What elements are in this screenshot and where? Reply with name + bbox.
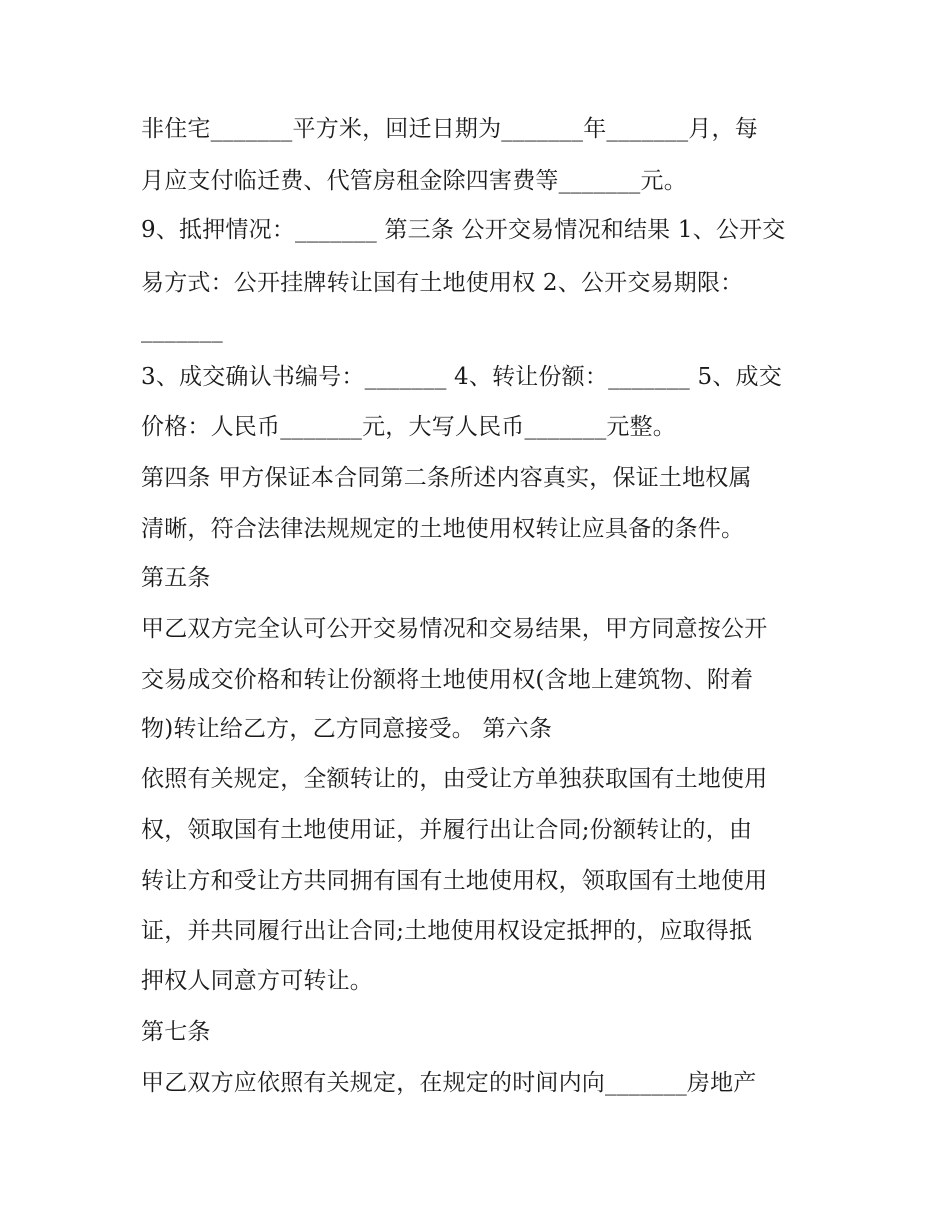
text-line: 清晰，符合法律法规规定的土地使用权转让应具备的条件。 — [141, 516, 745, 542]
text-line: 权，领取国有土地使用证，并履行出让合同;份额转让的，由 — [141, 817, 753, 843]
text-line: 物)转让给乙方，乙方同意接受。 第六条 — [141, 716, 553, 742]
text-line: 价格：人民币_______元，大写人民币_______元整。 — [141, 414, 676, 440]
text-line: 第四条 甲方保证本合同第二条所述内容真实，保证土地权属 — [141, 465, 752, 491]
text-line: 甲乙双方完全认可公开交易情况和交易结果，甲方同意按公开 — [141, 616, 768, 642]
text-line: 转让方和受让方共同拥有国有土地使用权，领取国有土地使用 — [141, 868, 768, 894]
text-line: 非住宅_______平方米，回迁日期为_______年_______月，每 — [141, 116, 758, 142]
text-line: 月应支付临迁费、代管房租金除四害费等_______元。 — [141, 168, 687, 194]
text-line: 交易成交价格和转让份额将土地使用权(含地上建筑物、附着 — [141, 667, 754, 693]
text-line: 证，并共同履行出让合同;土地使用权设定抵押的，应取得抵 — [141, 918, 753, 944]
text-line: 甲乙双方应依照有关规定，在规定的时间内向_______房地产 — [141, 1070, 757, 1096]
text-line: 3、成交确认书编号：_______ 4、转让份额：_______ 5、成交 — [141, 364, 782, 390]
text-line: 9、抵押情况：_______ 第三条 公开交易情况和结果 1、公开交 — [141, 217, 786, 243]
text-line: 易方式：公开挂牌转让国有土地使用权 2、公开交易期限： — [141, 270, 744, 296]
text-line: _______ — [141, 317, 223, 343]
section-heading: 第七条 — [141, 1019, 211, 1045]
section-heading: 第五条 — [141, 565, 211, 591]
text-line: 押权人同意方可转让。 — [141, 968, 373, 994]
text-line: 依照有关规定，全额转让的，由受让方单独获取国有土地使用 — [141, 766, 768, 792]
